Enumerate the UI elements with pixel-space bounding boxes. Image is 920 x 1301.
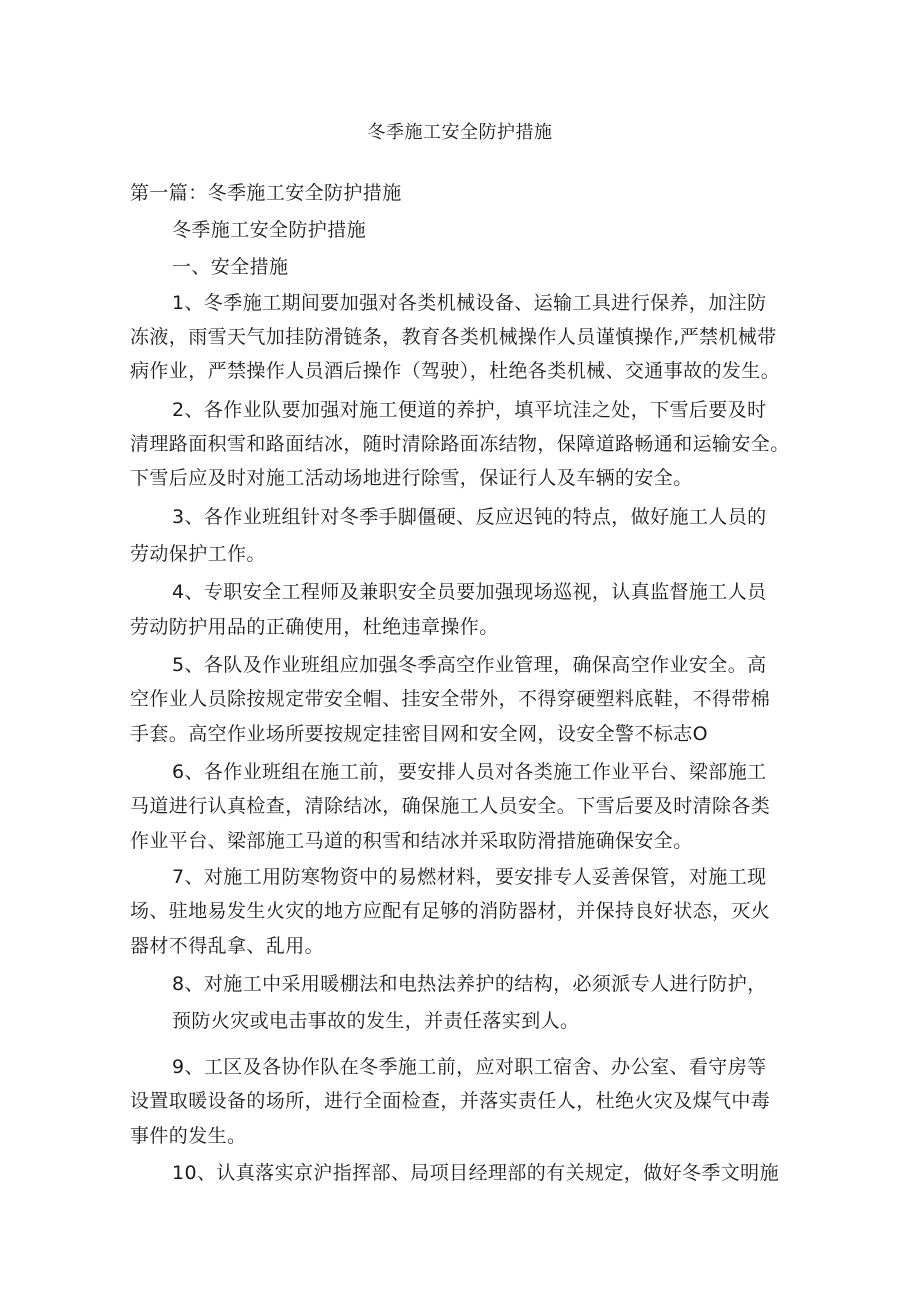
section-heading: 一、安全措施: [172, 256, 289, 278]
paragraph-line: 冻液，雨雪天气加挂防滑链条，教育各类机械操作人员谨慎操作,严禁机械带: [130, 326, 777, 348]
paragraph-line: 事件的发生。: [130, 1125, 247, 1147]
paragraph-line: 场、驻地易发生火灾的地方应配有足够的消防器材，并保持良好状态，灭火: [130, 900, 771, 922]
paragraph-line: 手套。高空作业场所要按规定挂密目网和安全网，设安全警不标志O: [130, 723, 708, 745]
document-title: 冬季施工安全防护措施: [367, 122, 553, 143]
paragraph-line: 劳动保护工作。: [130, 543, 266, 565]
paragraph-line: 空作业人员除按规定带安全帽、挂安全带外，不得穿硬塑料底鞋，不得带棉: [130, 688, 771, 710]
paragraph-line: 4、专职安全工程师及兼职安全员要加强现场巡视，认真监督施工人员: [172, 581, 767, 603]
part-heading: 第一篇：冬季施工安全防护措施: [130, 182, 402, 204]
paragraph-line: 劳动防护用品的正确使用，杜绝违章操作。: [130, 616, 499, 638]
paragraph-line: 9、工区及各协作队在冬季施工前，应对职工宿舍、办公室、看守房等: [172, 1056, 767, 1078]
paragraph-line: 8、对施工中采用暖棚法和电热法养护的结构，必须派专人进行防护，: [172, 973, 767, 995]
paragraph-line: 病作业，严禁操作人员酒后操作（驾驶），杜绝各类机械、交通事故的发生。: [130, 360, 781, 382]
paragraph-line: 马道进行认真检查，清除结冰，确保施工人员安全。下雪后要及时清除各类: [130, 795, 771, 817]
paragraph-line: 预防火灾或电击事故的发生，并责任落实到人。: [172, 1010, 580, 1032]
paragraph-line: 器材不得乱拿、乱用。: [130, 935, 325, 957]
paragraph-line: 清理路面积雪和路面结冰，随时清除路面冻结物，保障道路畅通和运输安全。: [130, 433, 790, 455]
paragraph-line: 下雪后应及时对施工活动场地进行除雪，保证行人及车辆的安全。: [130, 467, 693, 489]
paragraph-line: 7、对施工用防寒物资中的易燃材料，要安排专人妥善保管，对施工现: [172, 866, 767, 888]
sub-heading: 冬季施工安全防护措施: [172, 219, 367, 241]
paragraph-line: 1、冬季施工期间要加强对各类机械设备、运输工具进行保养，加注防: [172, 292, 767, 314]
paragraph-line: 作业平台、梁部施工马道的积雪和结冰并采取防滑措施确保安全。: [130, 830, 693, 852]
paragraph-line: 3、各作业班组针对冬季手脚僵硬、反应迟钝的特点，做好施工人员的: [172, 506, 767, 528]
paragraph-line: 设置取暖设备的场所，进行全面检查，并落实责任人，杜绝火灾及煤气中毒: [130, 1090, 771, 1112]
paragraph-line: 6、各作业班组在施工前，要安排人员对各类施工作业平台、梁部施工: [172, 761, 767, 783]
paragraph-line: 2、各作业队要加强对施工便道的养护，填平坑洼之处，下雪后要及时: [172, 399, 767, 421]
paragraph-line: 5、各队及作业班组应加强冬季高空作业管理，确保高空作业安全。高: [172, 654, 767, 676]
paragraph-line: 10、认真落实京沪指挥部、局项目经理部的有关规定，做好冬季文明施: [172, 1162, 779, 1184]
